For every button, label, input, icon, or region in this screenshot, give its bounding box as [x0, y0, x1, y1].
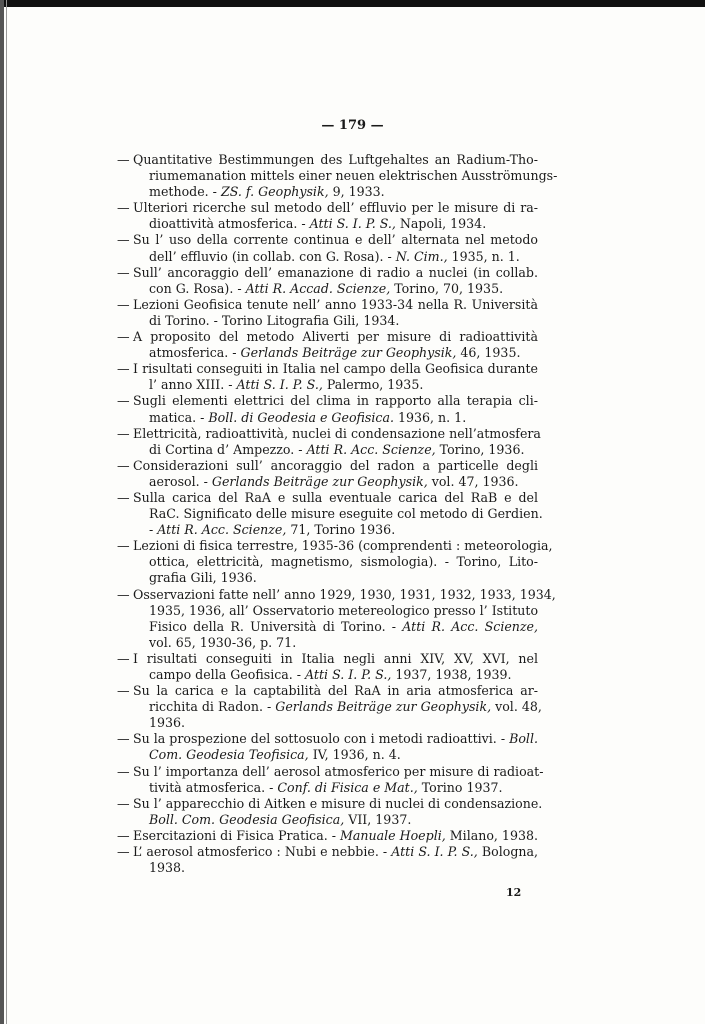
- scan-left-border-line: [6, 0, 7, 1024]
- citation-source: Gerlands Beiträge zur Geophysik,: [211, 473, 428, 489]
- entry-text: Quantitative Bestimmungen des Luftgehaltes an Radium-Tho-: [133, 152, 538, 167]
- entry-line: [149, 216, 538, 232]
- entry-text: dell’ effluvio (in collab. con G. Rosa). -: [149, 248, 396, 264]
- entry-text: Lezioni di fisica terrestre, 1935-36 (comprendenti : meteorologia,: [133, 538, 553, 554]
- entry-text: I risultati conseguiti in Italia nel campo della Geofisica durante: [133, 361, 538, 377]
- entry-line: [133, 152, 538, 168]
- entry-text: 9, 1933.: [328, 184, 385, 200]
- entry-line: [149, 249, 538, 265]
- entry-line: [133, 458, 538, 474]
- bibliography-entry: [117, 763, 544, 796]
- citation-source: Com. Geodesia Teofisica,: [149, 747, 309, 763]
- entry-text: L’ aerosol atmosferico : Nubi e nebbie. -: [133, 844, 392, 860]
- scan-left-border: [0, 0, 4, 1024]
- bibliography-entry: [117, 458, 538, 490]
- entry-line: [149, 410, 538, 426]
- entry-line: [133, 651, 538, 667]
- bibliography-entry: [117, 152, 558, 200]
- entry-line: [133, 361, 538, 377]
- citation-source: Boll.: [509, 731, 538, 747]
- entry-text: tività atmosferica. -: [149, 779, 278, 795]
- citation-source: Atti R. Acc. Scienze,: [402, 618, 538, 634]
- scan-top-border: [0, 0, 705, 7]
- entry-line: [133, 393, 538, 409]
- entry-text: RaC. Significato delle misure eseguite col metodo di Gerdien.: [149, 506, 543, 522]
- entry-dash: —: [117, 200, 130, 216]
- entry-text: l’ anno XIII. -: [149, 377, 237, 393]
- entry-text: 71, Torino 1936.: [286, 522, 396, 538]
- entry-text: Torino, 1936.: [435, 441, 525, 457]
- entry-dash: —: [117, 731, 130, 747]
- entry-dash: —: [117, 264, 130, 280]
- entry-dash: —: [117, 795, 130, 811]
- entry-dash: —: [117, 538, 130, 554]
- citation-source: Boll. di Geodesia e Geofisica.: [208, 409, 394, 425]
- entry-text: 1935, n. 1.: [447, 248, 520, 264]
- entry-line: [133, 490, 538, 506]
- citation-source: Boll. Com. Geodesia Geofisica,: [149, 811, 345, 827]
- entry-text: -: [149, 522, 158, 538]
- entry-dash: —: [117, 683, 130, 699]
- entry-line: [149, 603, 538, 619]
- citation-source: Manuale Hoepli,: [340, 827, 446, 843]
- signature-mark: 12: [506, 886, 522, 899]
- entry-text: Napoli, 1934.: [395, 216, 487, 232]
- entry-line: [149, 747, 538, 763]
- entry-text: Palermo, 1935.: [322, 377, 424, 393]
- entry-text: I risultati conseguiti in Italia negli anni XIV, XV, XVI, nel: [133, 650, 538, 666]
- entry-dash: —: [117, 586, 130, 602]
- entry-dash: —: [117, 763, 130, 779]
- entry-dash: —: [117, 393, 130, 409]
- page-number: — 179 —: [321, 118, 384, 133]
- entry-line: [149, 699, 542, 715]
- entry-text: Sulla carica del RaA e sulla eventuale carica del RaB e del: [133, 489, 538, 505]
- entry-line: [133, 731, 538, 747]
- entry-text: Considerazioni sull’ ancoraggio del radon a particelle degli: [133, 457, 538, 473]
- entry-text: dioattività atmosferica. -: [149, 216, 310, 232]
- entry-text: vol. 47, 1936.: [427, 473, 519, 489]
- bibliography-entry: [117, 297, 538, 329]
- entry-line: [133, 586, 556, 603]
- entry-text: Sull’ ancoraggio dell’ emanazione di radio a nuclei (in collab.: [133, 264, 538, 280]
- entry-text: IV, 1936, n. 4.: [308, 747, 401, 763]
- entry-text: grafia Gili, 1936.: [149, 570, 257, 586]
- entry-line: [133, 297, 538, 313]
- entry-text: vol. 65, 1930-36, p. 71.: [149, 634, 297, 650]
- entry-dash: —: [117, 457, 130, 473]
- entry-text: di Torino. - Torino Litografia Gili, 1934.: [149, 312, 400, 328]
- entry-text: 1935, 1936, all’ Osservatorio metereologico presso l’ Istituto: [149, 602, 539, 618]
- entry-text: Su la carica e la captabilità del RaA in aria atmosferica ar-: [133, 683, 538, 699]
- bibliography-entry: [117, 683, 542, 731]
- entry-line: [133, 683, 538, 699]
- entry-text: Su la prospezione del sottosuolo con i metodi radioattivi. -: [133, 731, 510, 747]
- citation-source: Gerlands Beiträge zur Geophysik,: [275, 699, 492, 715]
- entry-line: [149, 377, 538, 393]
- bibliography-entry: [117, 361, 538, 393]
- entry-dash: —: [117, 232, 130, 248]
- entry-dash: —: [117, 361, 130, 377]
- entry-dash: —: [117, 425, 130, 441]
- entry-line: [133, 232, 538, 248]
- citation-source: Atti S. I. P. S.,: [305, 667, 392, 682]
- entry-dash: —: [117, 650, 130, 666]
- entry-line: [149, 715, 538, 731]
- entry-text: Su l’ uso della corrente continua e dell’ alternata nel metodo: [133, 232, 538, 248]
- entry-dash: —: [117, 489, 130, 505]
- entry-text: vol. 48,: [491, 699, 542, 715]
- entry-line: [149, 184, 538, 200]
- entry-line: [149, 667, 538, 683]
- citation-source: Atti S. I. P. S.,: [236, 377, 323, 393]
- entry-line: [149, 442, 538, 458]
- entry-text: Elettricità, radioattività, nuclei di condensazione nell’atmosfera: [133, 425, 541, 441]
- entry-text: con G. Rosa). -: [149, 280, 246, 296]
- entry-text: Esercitazioni di Fisica Pratica. -: [133, 827, 340, 843]
- entry-line: [149, 812, 538, 828]
- entry-text: Osservazioni fatte nell’ anno 1929, 1930, 1931, 1932, 1933, 1934,: [133, 586, 556, 602]
- bibliography-entry: [117, 489, 543, 538]
- entry-line: [133, 828, 538, 844]
- entry-text: riumemanation mittels einer neuen elektrischen Ausströmungs-: [149, 168, 558, 184]
- entry-text: Fisico della R. Università di Torino. -: [149, 618, 403, 634]
- entry-line: [133, 795, 543, 812]
- entry-line: [149, 780, 538, 796]
- bibliography-list: [117, 152, 558, 876]
- entry-text: ricchita di Radon. -: [149, 699, 276, 715]
- entry-text: Torino 1937.: [417, 779, 503, 795]
- entry-line: [149, 619, 538, 635]
- entry-text: matica. -: [149, 409, 209, 425]
- entry-line: [149, 168, 558, 184]
- entry-dash: —: [117, 152, 130, 167]
- entry-dash: —: [117, 844, 130, 860]
- citation-source: Gerlands Beiträge zur Geophysik,: [240, 345, 457, 361]
- entry-text: aerosol. -: [149, 473, 212, 489]
- entry-text: Ulteriori ricerche sul metodo dell’ effluvio per le misure di ra-: [133, 200, 538, 216]
- entry-line: [133, 844, 538, 860]
- entry-line: [149, 281, 538, 297]
- entry-text: 1937, 1938, 1939.: [391, 667, 512, 682]
- entry-line: [133, 200, 538, 216]
- bibliography-entry: [117, 795, 543, 828]
- entry-line: [133, 538, 553, 554]
- entry-line: [133, 763, 544, 780]
- entry-text: methode. -: [149, 184, 221, 200]
- entry-text: A proposito del metodo Aliverti per misure di radioattività: [133, 329, 538, 345]
- citation-source: N. Cim.,: [395, 248, 448, 264]
- entry-line: [149, 506, 543, 522]
- bibliography-entry: [117, 265, 538, 297]
- entry-text: Su l’ importanza dell’ aerosol atmosferico per misure di radioat-: [133, 763, 544, 779]
- bibliography-entry: [117, 538, 553, 586]
- entry-line: [149, 522, 538, 538]
- entry-text: Milano, 1938.: [445, 827, 538, 843]
- entry-text: 46, 1935.: [456, 345, 521, 361]
- entry-text: Sugli elementi elettrici del clima in rapporto alla terapia cli-: [133, 393, 538, 409]
- citation-source: Atti S. I. P. S.,: [391, 844, 478, 860]
- entry-line: [133, 425, 541, 442]
- citation-source: ZS. f. Geophysik,: [220, 184, 329, 200]
- bibliography-entry: [117, 844, 538, 876]
- entry-text: Su l’ apparecchio di Aitken e misure di nuclei di condensazione.: [133, 795, 543, 811]
- bibliography-entry: [117, 828, 538, 844]
- entry-dash: —: [117, 296, 130, 312]
- entry-text: atmosferica. -: [149, 345, 241, 361]
- entry-line: [149, 554, 538, 570]
- entry-line: [133, 329, 538, 345]
- entry-text: VII, 1937.: [344, 811, 412, 827]
- entry-dash: —: [117, 329, 130, 345]
- bibliography-entry: [117, 232, 538, 264]
- entry-text: Bologna,: [477, 844, 539, 860]
- entry-text: Lezioni Geofisica tenute nell’ anno 1933-34 nella R. Università: [133, 296, 538, 312]
- entry-line: [149, 860, 538, 876]
- entry-line: [149, 345, 538, 361]
- entry-dash: —: [117, 827, 130, 843]
- entry-line: [133, 265, 538, 281]
- bibliography-entry: [117, 329, 538, 361]
- entry-line: [149, 474, 538, 490]
- entry-text: ottica, elettricità, magnetismo, sismologia). - Torino, Lito-: [149, 554, 538, 570]
- entry-text: 1938.: [149, 860, 186, 876]
- bibliography-entry: [117, 425, 541, 458]
- entry-line: [149, 570, 538, 586]
- citation-source: Atti R. Acc. Scienze,: [157, 522, 287, 538]
- bibliography-entry: [117, 586, 556, 651]
- bibliography-entry: [117, 731, 538, 763]
- citation-source: Conf. di Fisica e Mat.,: [277, 779, 418, 795]
- entry-text: campo della Geofisica. -: [149, 667, 306, 682]
- bibliography-entry: [117, 200, 538, 232]
- citation-source: Atti R. Accad. Scienze,: [245, 280, 391, 296]
- bibliography-entry: [117, 393, 538, 425]
- bibliography-entry: [117, 651, 538, 683]
- entry-text: 1936, n. 1.: [394, 409, 467, 425]
- entry-line: [149, 313, 538, 329]
- entry-text: 1936.: [149, 715, 186, 731]
- entry-line: [149, 635, 538, 651]
- entry-text: di Cortina d’ Ampezzo. -: [149, 441, 307, 457]
- citation-source: Atti S. I. P. S.,: [309, 216, 396, 232]
- citation-source: Atti R. Acc. Scienze,: [306, 441, 436, 457]
- entry-text: Torino, 70, 1935.: [390, 280, 504, 296]
